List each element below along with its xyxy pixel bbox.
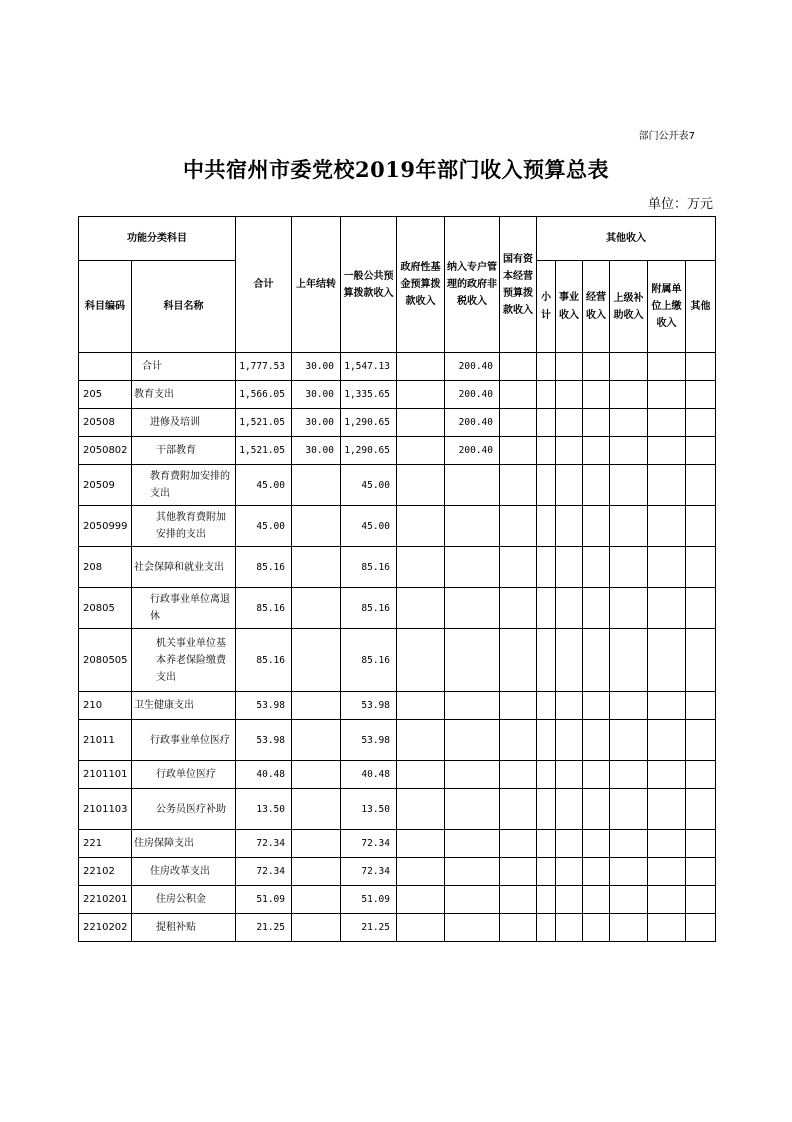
cell-business [556, 506, 583, 547]
cell-total: 85.16 [236, 629, 292, 692]
cell-fund [397, 692, 445, 720]
cell-operating [583, 761, 610, 789]
header-business: 事业收入 [556, 261, 583, 353]
cell-code: 205 [79, 381, 132, 409]
cell-business [556, 720, 583, 761]
cell-sub-total [537, 506, 556, 547]
cell-operating [583, 437, 610, 465]
cell-sub-total [537, 830, 556, 858]
cell-carryover [292, 692, 341, 720]
table-row [79, 858, 716, 886]
cell-total: 51.09 [236, 886, 292, 914]
cell-general: 85.16 [341, 547, 397, 588]
cell-name: 教育支出 [132, 381, 236, 409]
cell-misc [686, 858, 716, 886]
cell-affiliated [648, 761, 686, 789]
cell-carryover: 30.00 [292, 409, 341, 437]
cell-sub-total [537, 381, 556, 409]
cell-affiliated [648, 858, 686, 886]
cell-state-capital [500, 830, 537, 858]
cell-business [556, 914, 583, 942]
cell-superior [610, 465, 648, 506]
cell-general: 53.98 [341, 720, 397, 761]
cell-carryover: 30.00 [292, 381, 341, 409]
cell-misc [686, 506, 716, 547]
cell-fund [397, 789, 445, 830]
cell-misc [686, 588, 716, 629]
cell-fund [397, 506, 445, 547]
cell-carryover [292, 465, 341, 506]
cell-misc [686, 381, 716, 409]
cell-fund [397, 914, 445, 942]
cell-operating [583, 629, 610, 692]
header-misc: 其他 [686, 261, 716, 353]
cell-code: 2210202 [79, 914, 132, 942]
cell-code: 20509 [79, 465, 132, 506]
cell-general: 1,290.65 [341, 437, 397, 465]
cell-affiliated [648, 886, 686, 914]
cell-misc [686, 692, 716, 720]
cell-code: 2080505 [79, 629, 132, 692]
cell-special: 200.40 [445, 353, 500, 381]
header-state-capital: 国有资本经营预算拨款收入 [500, 217, 537, 353]
cell-general: 72.34 [341, 830, 397, 858]
cell-total: 53.98 [236, 692, 292, 720]
cell-sub-total [537, 761, 556, 789]
table-row [79, 761, 716, 789]
cell-business [556, 588, 583, 629]
table-row [79, 437, 716, 465]
cell-state-capital [500, 437, 537, 465]
cell-sub-total [537, 588, 556, 629]
header-general: 一般公共预算拨款收入 [341, 217, 397, 353]
cell-operating [583, 409, 610, 437]
cell-general: 45.00 [341, 506, 397, 547]
cell-code: 2101103 [79, 789, 132, 830]
cell-carryover [292, 914, 341, 942]
cell-fund [397, 720, 445, 761]
cell-operating [583, 789, 610, 830]
cell-name: 公务员医疗补助 [132, 789, 236, 830]
table-row [79, 886, 716, 914]
cell-fund [397, 629, 445, 692]
header-row-1 [79, 217, 716, 261]
cell-affiliated [648, 588, 686, 629]
cell-misc [686, 789, 716, 830]
cell-total: 85.16 [236, 588, 292, 629]
cell-total: 85.16 [236, 547, 292, 588]
cell-state-capital [500, 629, 537, 692]
cell-name: 住房公积金 [132, 886, 236, 914]
cell-state-capital [500, 789, 537, 830]
cell-state-capital [500, 886, 537, 914]
table-row [79, 409, 716, 437]
cell-total: 13.50 [236, 789, 292, 830]
cell-code: 20508 [79, 409, 132, 437]
cell-business [556, 761, 583, 789]
cell-fund [397, 830, 445, 858]
cell-fund [397, 886, 445, 914]
cell-special [445, 761, 500, 789]
cell-name: 其他教育费附加安排的支出 [132, 506, 236, 547]
cell-sub-total [537, 437, 556, 465]
cell-special [445, 789, 500, 830]
cell-special: 200.40 [445, 437, 500, 465]
cell-misc [686, 353, 716, 381]
cell-operating [583, 720, 610, 761]
cell-general: 1,290.65 [341, 409, 397, 437]
cell-carryover: 30.00 [292, 437, 341, 465]
cell-general: 45.00 [341, 465, 397, 506]
cell-fund [397, 588, 445, 629]
cell-misc [686, 886, 716, 914]
cell-business [556, 547, 583, 588]
cell-carryover [292, 629, 341, 692]
cell-operating [583, 353, 610, 381]
header-special: 纳入专户管理的政府非税收入 [445, 217, 500, 353]
cell-name: 干部教育 [132, 437, 236, 465]
cell-affiliated [648, 914, 686, 942]
cell-fund [397, 465, 445, 506]
cell-affiliated [648, 437, 686, 465]
cell-state-capital [500, 409, 537, 437]
cell-fund [397, 547, 445, 588]
cell-affiliated [648, 409, 686, 437]
cell-state-capital [500, 353, 537, 381]
cell-total: 72.34 [236, 858, 292, 886]
cell-superior [610, 353, 648, 381]
cell-superior [610, 914, 648, 942]
header-total: 合计 [236, 217, 292, 353]
cell-state-capital [500, 692, 537, 720]
cell-general: 40.48 [341, 761, 397, 789]
cell-superior [610, 629, 648, 692]
cell-sub-total [537, 886, 556, 914]
cell-name: 住房保障支出 [132, 830, 236, 858]
cell-affiliated [648, 629, 686, 692]
cell-fund [397, 409, 445, 437]
table-row [79, 547, 716, 588]
cell-sub-total [537, 353, 556, 381]
table-row [79, 789, 716, 830]
header-name: 科目名称 [132, 261, 236, 353]
cell-code: 210 [79, 692, 132, 720]
table-row [79, 914, 716, 942]
header-operating: 经营收入 [583, 261, 610, 353]
cell-total: 53.98 [236, 720, 292, 761]
cell-name: 行政单位医疗 [132, 761, 236, 789]
cell-superior [610, 720, 648, 761]
cell-misc [686, 914, 716, 942]
cell-code: 2210201 [79, 886, 132, 914]
cell-code: 21011 [79, 720, 132, 761]
cell-affiliated [648, 353, 686, 381]
unit-label: 单位：万元 [647, 197, 713, 212]
cell-name: 进修及培训 [132, 409, 236, 437]
cell-business [556, 629, 583, 692]
cell-special [445, 506, 500, 547]
cell-special [445, 629, 500, 692]
cell-sub-total [537, 692, 556, 720]
cell-special [445, 465, 500, 506]
cell-sub-total [537, 720, 556, 761]
cell-total: 1,521.05 [236, 409, 292, 437]
cell-operating [583, 465, 610, 506]
cell-business [556, 858, 583, 886]
cell-business [556, 409, 583, 437]
header-func-class: 功能分类科目 [79, 217, 236, 261]
cell-business [556, 437, 583, 465]
cell-general: 85.16 [341, 588, 397, 629]
cell-superior [610, 858, 648, 886]
cell-fund [397, 858, 445, 886]
cell-state-capital [500, 588, 537, 629]
cell-total: 1,777.53 [236, 353, 292, 381]
cell-business [556, 381, 583, 409]
cell-operating [583, 858, 610, 886]
cell-carryover [292, 547, 341, 588]
cell-code: 20805 [79, 588, 132, 629]
cell-operating [583, 830, 610, 858]
cell-name: 卫生健康支出 [132, 692, 236, 720]
cell-name: 住房改革支出 [132, 858, 236, 886]
cell-superior [610, 830, 648, 858]
table-row [79, 381, 716, 409]
cell-state-capital [500, 506, 537, 547]
cell-carryover [292, 506, 341, 547]
budget-table [78, 216, 716, 942]
cell-name: 机关事业单位基本养老保险缴费支出 [132, 629, 236, 692]
cell-special [445, 547, 500, 588]
cell-business [556, 692, 583, 720]
cell-misc [686, 547, 716, 588]
header-superior: 上级补助收入 [610, 261, 648, 353]
cell-code: 208 [79, 547, 132, 588]
table-row [79, 465, 716, 506]
cell-carryover [292, 588, 341, 629]
cell-total: 45.00 [236, 465, 292, 506]
cell-total: 72.34 [236, 830, 292, 858]
table-row [79, 588, 716, 629]
cell-fund [397, 761, 445, 789]
cell-operating [583, 381, 610, 409]
cell-state-capital [500, 914, 537, 942]
cell-code: 2050999 [79, 506, 132, 547]
cell-name: 行政事业单位医疗 [132, 720, 236, 761]
cell-affiliated [648, 381, 686, 409]
cell-special: 200.40 [445, 409, 500, 437]
cell-misc [686, 437, 716, 465]
cell-special [445, 720, 500, 761]
table-row [79, 506, 716, 547]
table-row [79, 720, 716, 761]
cell-superior [610, 506, 648, 547]
table-row [79, 830, 716, 858]
cell-state-capital [500, 381, 537, 409]
cell-affiliated [648, 789, 686, 830]
cell-code: 2101101 [79, 761, 132, 789]
cell-name: 社会保障和就业支出 [132, 547, 236, 588]
cell-superior [610, 437, 648, 465]
cell-affiliated [648, 465, 686, 506]
cell-sub-total [537, 789, 556, 830]
table-row [79, 353, 716, 381]
cell-total: 1,566.05 [236, 381, 292, 409]
cell-affiliated [648, 547, 686, 588]
cell-general: 72.34 [341, 858, 397, 886]
cell-operating [583, 588, 610, 629]
cell-carryover: 30.00 [292, 353, 341, 381]
cell-carryover [292, 830, 341, 858]
cell-business [556, 886, 583, 914]
cell-special [445, 886, 500, 914]
cell-general: 53.98 [341, 692, 397, 720]
cell-misc [686, 409, 716, 437]
cell-superior [610, 886, 648, 914]
cell-carryover [292, 789, 341, 830]
cell-operating [583, 547, 610, 588]
cell-name: 合计 [132, 353, 236, 381]
cell-carryover [292, 858, 341, 886]
cell-misc [686, 830, 716, 858]
form-number: 部门公开表7 [638, 131, 695, 142]
cell-fund [397, 437, 445, 465]
cell-affiliated [648, 506, 686, 547]
cell-carryover [292, 761, 341, 789]
header-fund: 政府性基金预算拨款收入 [397, 217, 445, 353]
cell-state-capital [500, 547, 537, 588]
cell-total: 21.25 [236, 914, 292, 942]
cell-superior [610, 547, 648, 588]
cell-carryover [292, 886, 341, 914]
cell-fund [397, 353, 445, 381]
cell-code: 221 [79, 830, 132, 858]
cell-operating [583, 914, 610, 942]
cell-misc [686, 761, 716, 789]
cell-superior [610, 381, 648, 409]
cell-operating [583, 886, 610, 914]
header-sub-total: 小计 [537, 261, 556, 353]
cell-superior [610, 789, 648, 830]
cell-superior [610, 761, 648, 789]
cell-code: 22102 [79, 858, 132, 886]
cell-special [445, 588, 500, 629]
cell-state-capital [500, 761, 537, 789]
cell-operating [583, 506, 610, 547]
cell-code: 2050802 [79, 437, 132, 465]
cell-general: 1,335.65 [341, 381, 397, 409]
cell-superior [610, 692, 648, 720]
cell-code [79, 353, 132, 381]
cell-state-capital [500, 858, 537, 886]
cell-superior [610, 409, 648, 437]
cell-sub-total [537, 914, 556, 942]
cell-sub-total [537, 465, 556, 506]
cell-total: 1,521.05 [236, 437, 292, 465]
cell-name: 行政事业单位离退休 [132, 588, 236, 629]
cell-general: 85.16 [341, 629, 397, 692]
cell-special [445, 830, 500, 858]
cell-affiliated [648, 830, 686, 858]
cell-sub-total [537, 629, 556, 692]
table-row [79, 629, 716, 692]
cell-general: 21.25 [341, 914, 397, 942]
cell-operating [583, 692, 610, 720]
cell-business [556, 830, 583, 858]
cell-sub-total [537, 547, 556, 588]
cell-affiliated [648, 720, 686, 761]
cell-business [556, 353, 583, 381]
cell-misc [686, 720, 716, 761]
header-code: 科目编码 [79, 261, 132, 353]
table-row [79, 692, 716, 720]
cell-fund [397, 381, 445, 409]
header-affiliated: 附属单位上缴收入 [648, 261, 686, 353]
cell-sub-total [537, 409, 556, 437]
cell-misc [686, 465, 716, 506]
page-title: 中共宿州市委党校2019年部门收入预算总表 [183, 157, 609, 182]
cell-superior [610, 588, 648, 629]
cell-special [445, 914, 500, 942]
cell-affiliated [648, 692, 686, 720]
cell-state-capital [500, 465, 537, 506]
header-carryover: 上年结转 [292, 217, 341, 353]
cell-name: 教育费附加安排的支出 [132, 465, 236, 506]
cell-general: 13.50 [341, 789, 397, 830]
cell-misc [686, 629, 716, 692]
cell-carryover [292, 720, 341, 761]
cell-sub-total [537, 858, 556, 886]
cell-business [556, 465, 583, 506]
cell-business [556, 789, 583, 830]
cell-special: 200.40 [445, 381, 500, 409]
cell-special [445, 858, 500, 886]
cell-general: 51.09 [341, 886, 397, 914]
cell-special [445, 692, 500, 720]
cell-name: 提租补贴 [132, 914, 236, 942]
cell-total: 45.00 [236, 506, 292, 547]
header-other: 其他收入 [537, 217, 716, 261]
cell-state-capital [500, 720, 537, 761]
cell-general: 1,547.13 [341, 353, 397, 381]
cell-total: 40.48 [236, 761, 292, 789]
